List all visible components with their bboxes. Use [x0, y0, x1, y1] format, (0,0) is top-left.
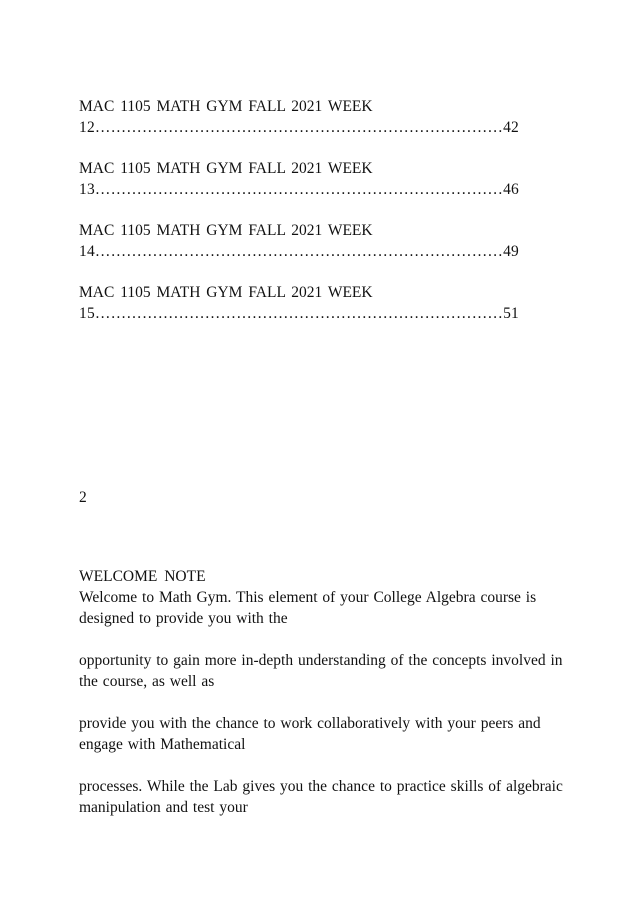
toc-entry-week-12: [79, 96, 559, 138]
toc-entry-title: MAC 1105 MATH GYM FALL 2021 WEEK: [79, 222, 373, 239]
toc-entry-week-14: [79, 220, 559, 262]
toc-entry-leader-line: 12……………………………………………………………………42: [79, 119, 519, 136]
welcome-section: [79, 566, 569, 839]
toc-entry-week-13: [79, 158, 559, 200]
toc-entry-title: MAC 1105 MATH GYM FALL 2021 WEEK: [79, 284, 373, 301]
toc-entry-leader-line: 14……………………………………………………………………49: [79, 243, 519, 260]
welcome-paragraph: provide you with the chance to work collaboratively with your peers and engage with Mathematical: [79, 715, 541, 753]
table-of-contents: [79, 96, 559, 344]
page-number: 2: [79, 489, 87, 506]
welcome-paragraph: Welcome to Math Gym. This element of your College Algebra course is designed to provide you with the: [79, 589, 537, 627]
welcome-paragraph: processes. While the Lab gives you the chance to practice skills of algebraic manipulation and test your: [79, 778, 563, 816]
welcome-paragraph: opportunity to gain more in-depth understanding of the concepts involved in the course, as well as: [79, 652, 563, 690]
toc-entry-week-15: [79, 282, 559, 324]
toc-entry-title: MAC 1105 MATH GYM FALL 2021 WEEK: [79, 160, 373, 177]
toc-entry-leader-line: 13……………………………………………………………………46: [79, 181, 519, 198]
welcome-heading: WELCOME NOTE: [79, 568, 206, 585]
toc-entry-leader-line: 15……………………………………………………………………51: [79, 305, 519, 322]
toc-entry-title: MAC 1105 MATH GYM FALL 2021 WEEK: [79, 98, 373, 115]
